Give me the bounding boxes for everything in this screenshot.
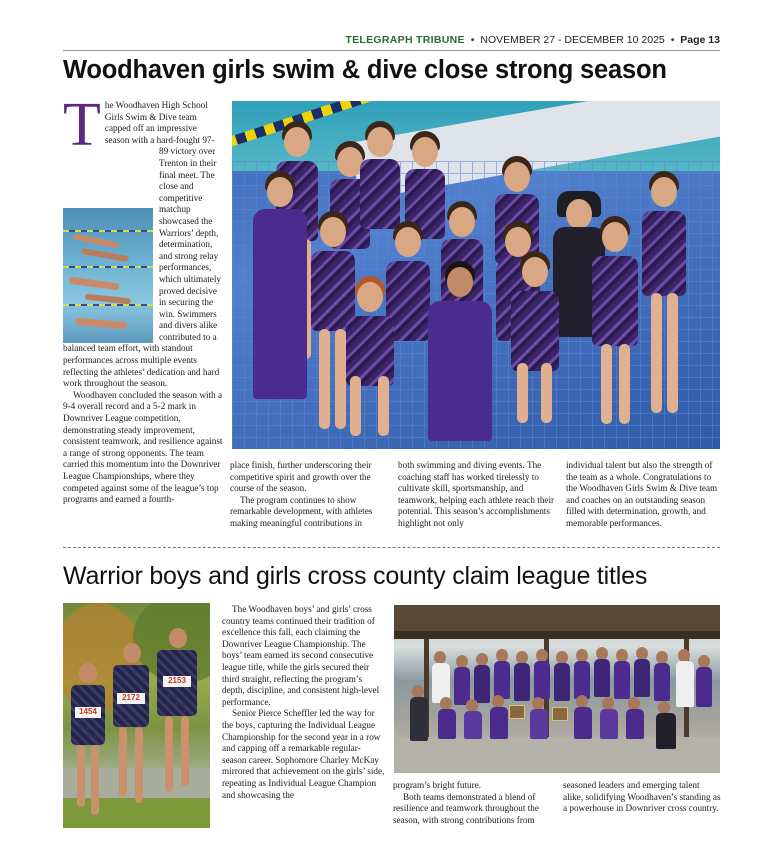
- article2-col3-text: seasoned leaders and emerging talent alike, solidifying Woodhaven’s standing as a powerhouse in Downriver cross country.: [563, 780, 721, 814]
- article1-column-3: [398, 460, 556, 535]
- top-rule: [63, 50, 720, 51]
- dropcap-letter: T: [63, 100, 101, 159]
- article2-col1-text-a: The Woodhaven boys’ and girls’ cross country teams continued their tradition of excellence this fall, each claiming the Downriver League Championship. The boys’ team earned its second consecutive league title, while the girls secured their third straight, reflecting the program’s depth, discipline, and consistent high-level performance.: [222, 604, 380, 707]
- cross-country-runners-photo: [63, 603, 210, 828]
- article1-column-2: [230, 460, 388, 535]
- masthead-separator: •: [470, 34, 475, 46]
- section-divider: [63, 547, 720, 548]
- swimmers-inset-photo: [63, 208, 153, 343]
- article1-headline: Woodhaven girls swim & dive close strong season: [63, 56, 667, 84]
- article1-col3-text: both swimming and diving events. The coaching staff has worked tirelessly to cultivate skill, sportsmanship, and teamwork, helping each athlete reach their potential. This season’s accomplishments highlight not only: [398, 460, 555, 528]
- article1-lead-text: he Woodhaven High School Girls Swim & Dive team capped off an impressive season with a hard-fought 97-89 victory over Trenton in their final meet. The close and competitive matchup showcased the Warriors’ depth, determination, and strong relay performances, which ultimately proved decisive in securing the win. Swimmers and divers alike contributed to a balanced team effort, with standout performances across multiple events reflecting the athletes’ dedication and hard work throughout the season.: [63, 100, 222, 389]
- publication-name: TELEGRAPH TRIBUNE: [345, 34, 465, 46]
- bib-number-3: 2153: [163, 676, 191, 687]
- masthead-separator-2: •: [670, 34, 675, 46]
- bib-number-2: 2172: [117, 693, 145, 704]
- article2-col1-text-b: Senior Pierce Scheffler led the way for the boys, capturing the Individual League Championship for the second year in a row and capping off a remarkable regular-season career. Sophomore Charley McKay mirrored that achievement on the girls’ side, repeating as Individual League Champion and showcasing the: [222, 708, 385, 800]
- page-number: Page 13: [680, 34, 720, 46]
- article2-column-1: [222, 604, 385, 834]
- girls-swim-team-photo: [232, 101, 720, 449]
- article1-col4-text: individual talent but also the strength of the team as a whole. Congratulations to the Woodhaven Girls Swim & Dive team and coaches on an outstanding season filled with determination, growth, and memorable performances.: [566, 460, 718, 528]
- masthead: [63, 34, 720, 50]
- bib-number-1: 1454: [75, 707, 101, 718]
- article2-col2-text-b: Both teams demonstrated a blend of resilience and teamwork throughout the season, with strong contributions from: [393, 791, 539, 825]
- article1-paragraph-2: Woodhaven concluded the season with a 9-4 overall record and a 5-2 mark in Downriver League competition, demonstrating steady improvement, consistent teamwork, and resilience against a range of strong opponents. The team carried this momentum into the Downriver League Championships, where they competed against some of the league’s top programs and earned a fourth-: [63, 389, 223, 505]
- article1-col2-text-a: place finish, further underscoring their competitive spirit and growth over the course of the season.: [230, 460, 372, 494]
- article2-col2-text-a: program’s bright future.: [393, 780, 482, 790]
- issue-dates: NOVEMBER 27 - DECEMBER 10 2025: [480, 34, 665, 46]
- article1-column-4: [566, 460, 722, 535]
- article1-col2-text-b: The program continues to show remarkable development, with athletes making meaningful contributions in: [230, 494, 373, 528]
- article2-column-3: [563, 780, 721, 835]
- article2-column-2: [393, 780, 553, 835]
- cross-country-team-photo: [394, 605, 720, 773]
- article2-headline: Warrior boys and girls cross county claim league titles: [63, 562, 648, 590]
